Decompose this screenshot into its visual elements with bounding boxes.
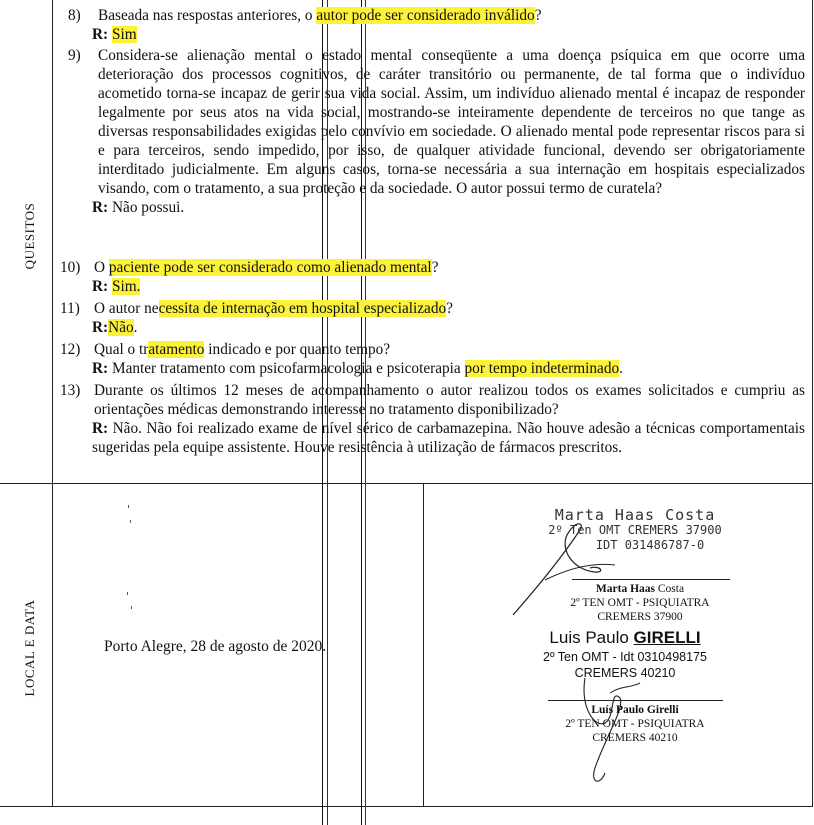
place-and-date: Porto Alegre, 28 de agosto de 2020. <box>104 638 327 655</box>
signature-caption-marta: Marta Haas Costa 2º TEN OMT - PSIQUIATRA CREMERS 37900 <box>570 583 710 623</box>
scan-speck <box>128 505 129 508</box>
stamp-name: Luis Paulo GIRELLI <box>549 628 701 647</box>
side-label-quesitos: QUESITOS <box>22 202 37 270</box>
stamp-rank: 2º Ten OMT - Idt 0310498175 <box>543 650 707 664</box>
answer-11: R:Não. <box>92 319 138 336</box>
signature-line-1 <box>572 579 730 580</box>
answer-13: R: Não. Não foi realizado exame de nível sérico de carbamazepina. Não houve adesão a técnicas comportamentais sugeridas pela equipe assistente. Houve resistência à utilização de fármacos prescritos. <box>92 420 805 456</box>
answer-12: R: Manter tratamento com psicofarmacologia e psicoterapia por tempo indeterminado. <box>92 360 623 377</box>
question-12: 12) Qual o tratamento indicado e por quanto tempo? R: Manter tratamento com psicofarmacologia e psicoterapia por tempo indeterminado. <box>70 340 805 378</box>
stamp-crm: CREMERS 40210 <box>574 666 676 680</box>
scan-speck <box>130 520 131 523</box>
left-column-divider <box>52 0 53 806</box>
scan-speck <box>131 606 132 609</box>
question-13: 13) Durante os últimos 12 meses de acompanhamento o autor realizou todos os exames solicitados e cumpriu as orientações médicas demonstrando interesse no tratamento disponibilizado? R: Não. Não foi realizado exame de nível sérico de carbamazepina. Não houve adesão a técnicas comportamentais sugeridas pela equipe assistente. Houve resistência à utilização de fármacos prescritos. <box>60 382 805 456</box>
answer-8: R: Sim <box>92 26 137 43</box>
question-9: 9) Considera-se alienação mental o estado mental conseqüente a uma doença psíquica em que ocorre uma deterioração dos processos cognitivos, de caráter transitório ou permanente, de tal forma que o indivíduo acometido torna-se incapaz de gerir sua vida social. Assim, um indivíduo alienado mental é incapaz de responder legalmente por seus atos na vida social, mostrando-se inteiramente dependente de terceiros no que tange as diversas responsabilidades exigidas pelo convívio em sociedade. O alienado mental pode representar riscos para si e para terceiros, sendo impedido, por isso, de qualquer atividade funcional, devendo ser obrigatoriamente interditado judicialmente. Em alguns casos, torna-se necessária a sua internação em hospitais especializados visando, com o tratamento, a sua proteção e da sociedade. O autor possui termo de curatela? R: Não possui. <box>68 47 805 216</box>
signature-caption-luis: Luís Paulo Girelli 2º TEN OMT - PSIQUIATRA CREMERS 40210 <box>565 704 705 744</box>
section-divider <box>0 483 812 484</box>
question-11: 11) O autor necessita de internação em hospital especializado? R:Não. <box>70 299 805 337</box>
scan-speck <box>127 592 128 595</box>
answer-10: R: Sim. <box>92 278 141 295</box>
stamp-name: Marta Haas Costa <box>554 506 716 524</box>
stamp-rank: 2º Ten OMT CREMERS 37900 <box>548 523 722 537</box>
date-signature-divider <box>423 483 424 806</box>
stamp-id: IDT 031486787-0 <box>595 538 705 552</box>
answer-9: R: Não possui. <box>92 199 185 216</box>
signature-line-2 <box>548 700 723 701</box>
question-10: 10) O paciente pode ser considerado como alienado mental? R: Sim. <box>70 258 805 296</box>
side-label-local-data: LOCAL E DATA <box>22 599 37 697</box>
question-8: 8) Baseada nas respostas anteriores, o autor pode ser considerado inválido? R: Sim <box>70 6 805 44</box>
